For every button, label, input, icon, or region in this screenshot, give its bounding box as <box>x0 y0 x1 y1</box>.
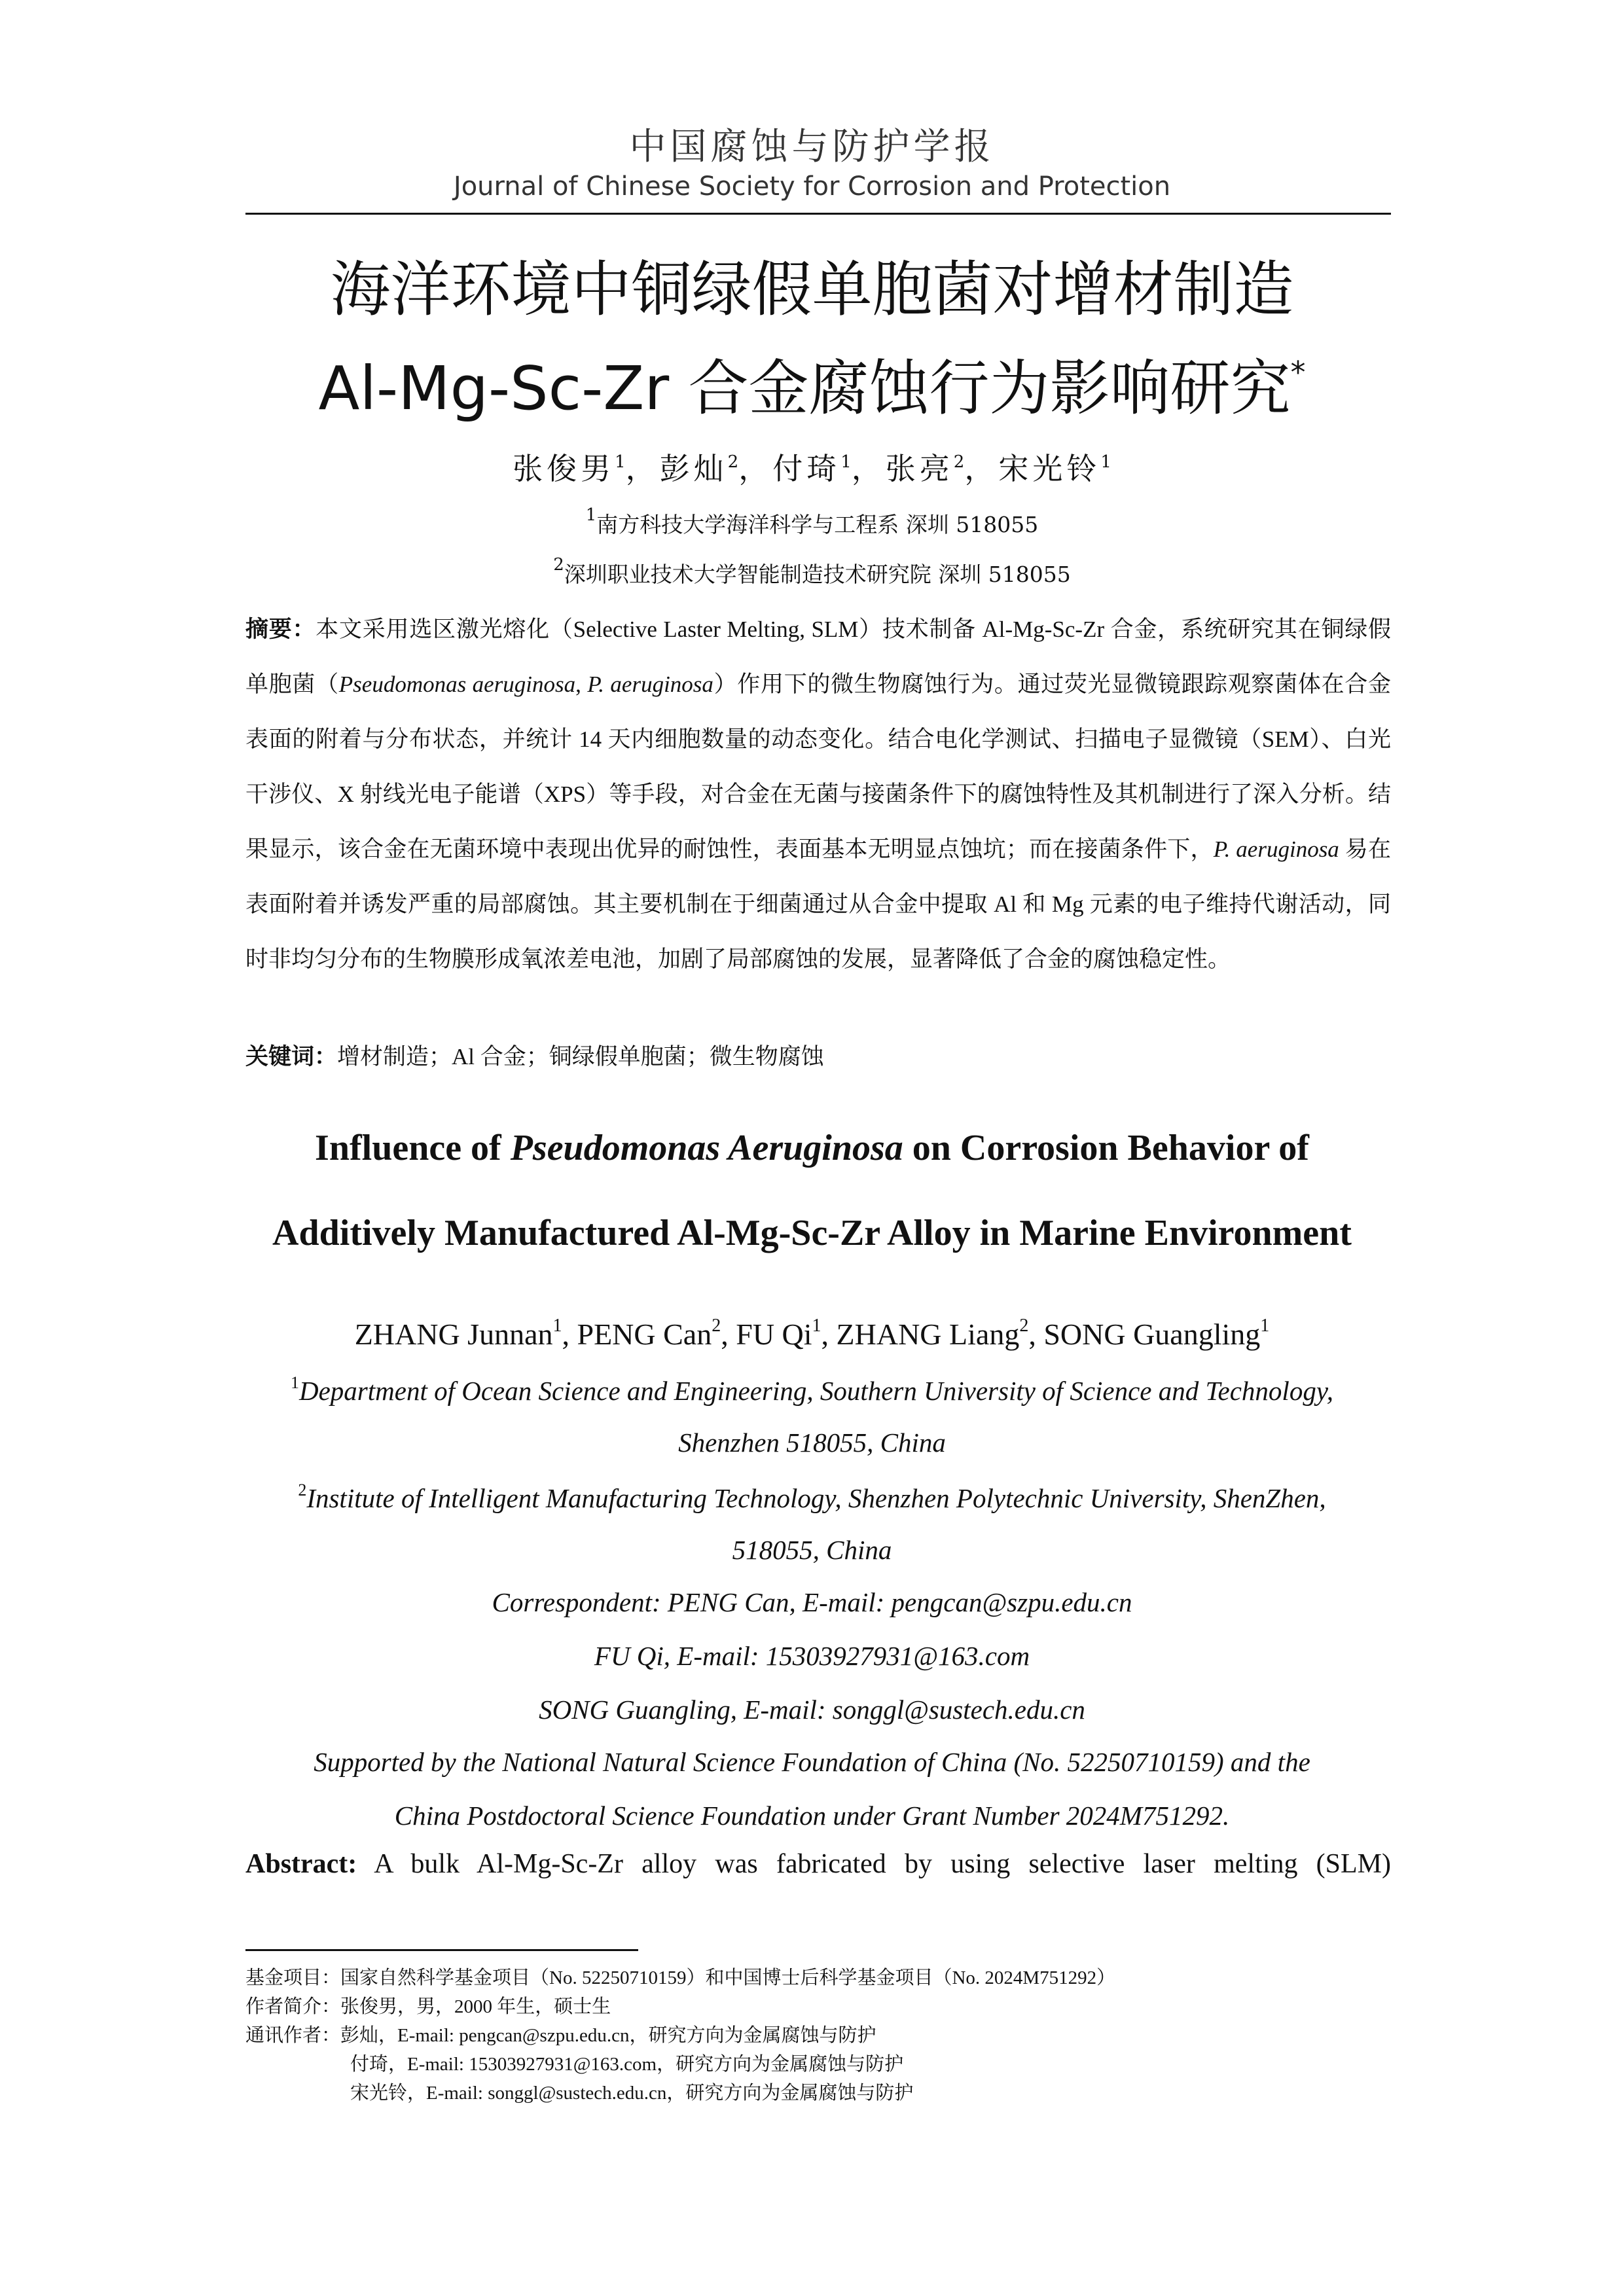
support-line-1: Supported by the National Natural Science Foundation of China (No. 52250710159) and the <box>314 1747 1310 1777</box>
author-cn-aff: 1 <box>1100 452 1111 472</box>
title-footnote-mark: * <box>1290 355 1306 390</box>
abstract-cn-text-1: 本文采用选区激光熔化（Selective Laster Melting, SLM）技术制备 Al-Mg-Sc-Zr 合金，系统研究其在铜绿假单胞菌（ <box>245 617 1391 697</box>
keywords-cn-text: 增材制造；Al 合金；铜绿假单胞菌；微生物腐蚀 <box>337 1044 824 1069</box>
correspondent-1: Correspondent: PENG Can, E-mail: pengcan@szpu.edu.cn <box>492 1587 1132 1617</box>
affiliation-en-text: Institute of Intelligent Manufacturing Technology, Shenzhen Polytechnic University, ShenZhen, <box>306 1483 1326 1513</box>
keywords-cn <box>245 1037 1391 1077</box>
author-cn-aff: 2 <box>727 452 739 472</box>
affiliation-en-1-line2: Shenzhen 518055, China <box>678 1427 946 1458</box>
affiliation-cn-text: 深圳职业技术大学智能制造技术研究院 深圳 518055 <box>564 562 1071 587</box>
author-cn <box>772 451 886 486</box>
footnote-rule <box>245 1949 638 1951</box>
author-en-aff: 2 <box>1019 1316 1029 1336</box>
author-cn-name: 张俊男 <box>513 451 615 486</box>
author-en <box>837 1318 1044 1351</box>
author-cn-sep: ， <box>738 451 773 486</box>
title-en-species: Pseudomonas Aeruginosa <box>510 1128 903 1168</box>
author-en-name: ZHANG Liang <box>836 1318 1020 1351</box>
species-abbr: P. aeruginosa <box>1213 836 1339 862</box>
author-cn-sep: ， <box>964 451 999 486</box>
affiliation-cn-text: 南方科技大学海洋科学与工程系 深圳 518055 <box>596 512 1039 537</box>
title-cn-line1: 海洋环境中铜绿假单胞菌对增材制造 <box>330 255 1294 325</box>
authors-cn <box>0 445 1624 488</box>
abstract-en-text: A bulk Al-Mg-Sc-Zr alloy was fabricated by using selective laser melting (SLM) <box>357 1849 1391 1879</box>
species-name: Pseudomonas aeruginosa <box>338 672 576 697</box>
footnote-corr-2: 付琦，E-mail: 15303927931@163.com，研究方向为金属腐蚀与防护 <box>350 2054 904 2075</box>
author-en <box>577 1318 736 1351</box>
author-cn <box>886 451 999 486</box>
author-en-sep: , <box>721 1318 736 1351</box>
affiliation-cn-num: 2 <box>553 555 564 575</box>
affiliation-en-2-line1 <box>0 1480 1624 1514</box>
affiliation-cn-2 <box>0 555 1624 588</box>
support-line-2: China Postdoctoral Science Foundation under Grant Number 2024M751292. <box>394 1801 1230 1831</box>
correspondent-2: FU Qi, E-mail: 15303927931@163.com <box>594 1641 1030 1671</box>
species-abbr: P. aeruginosa <box>587 672 713 697</box>
author-en-sep: , <box>1028 1318 1044 1351</box>
author-cn-name: 宋光铃 <box>998 451 1101 486</box>
author-en-name: SONG Guangling <box>1043 1318 1261 1351</box>
author-cn <box>660 451 773 486</box>
header-rule <box>245 213 1391 215</box>
abstract-en-label: Abstract: <box>245 1849 357 1879</box>
title-cn-line2-text: Al-Mg-Sc-Zr 合金腐蚀行为影响研究 <box>318 353 1291 423</box>
correspondent-3: SONG Guangling, E-mail: songgl@sustech.edu.cn <box>539 1695 1085 1725</box>
author-cn <box>998 451 1111 486</box>
author-cn-aff: 1 <box>615 452 626 472</box>
author-en <box>355 1318 577 1351</box>
footnote-corr-3: 宋光铃，E-mail: songgl@sustech.edu.cn，研究方向为金属腐蚀与防护 <box>350 2083 914 2104</box>
author-cn-name: 张亮 <box>885 451 954 486</box>
paper-title-en-line2: Additively Manufactured Al-Mg-Sc-Zr Alloy in Marine Environment <box>272 1213 1352 1253</box>
abstract-cn-comma: , <box>575 672 588 697</box>
abstract-cn <box>245 602 1391 987</box>
footnote-fund: 基金项目：国家自然科学基金项目（No. 52250710159）和中国博士后科学基金项目（No. 2024M751292） <box>245 1967 1116 1988</box>
author-cn-sep: ， <box>851 451 886 486</box>
affiliation-en-num: 2 <box>298 1480 307 1499</box>
paper-title-en-line1 <box>0 1127 1624 1169</box>
author-en-aff: 1 <box>1260 1316 1270 1336</box>
author-en <box>1043 1318 1269 1351</box>
footnote-bio: 作者简介：张俊男，男，2000 年生，硕士生 <box>245 1996 611 2017</box>
journal-title-cn: 中国腐蚀与防护学报 <box>629 126 995 168</box>
title-cn-line2 <box>0 331 1624 430</box>
author-en-sep: , <box>562 1318 577 1351</box>
author-en-sep: , <box>821 1318 837 1351</box>
abstract-cn-label: 摘要： <box>245 617 316 642</box>
author-en-name: ZHANG Junnan <box>354 1318 553 1351</box>
paper-title-cn <box>0 249 1624 430</box>
author-en-name: PENG Can <box>577 1318 712 1351</box>
author-en-name: FU Qi <box>736 1318 812 1351</box>
abstract-cn-text-3: 易在表面附着并诱发严重的局部腐蚀。其主要机制在于细菌通过从合金中提取 Al 和 Mg 元素的电子维持代谢活动，同时非均匀分布的生物膜形成氧浓差电池，加剧了局部腐蚀的发展，显著降低了合金的腐蚀稳定性。 <box>245 836 1391 972</box>
abstract-cn-text-2: ）作用下的微生物腐蚀行为。通过荧光显微镜跟踪观察菌体在合金表面的附着与分布状态，并统计 14 天内细胞数量的动态变化。结合电化学测试、扫描电子显微镜（SEM）、白光干涉仪、X 射线光电子能谱（XPS）等手段，对合金在无菌与接菌条件下的腐蚀特性及其机制进行了深入分析。结果显示，该合金在无菌环境中表现出优异的耐蚀性，表面基本无明显点蚀坑；而在接菌条件下， <box>245 672 1391 862</box>
author-cn <box>513 451 660 486</box>
author-cn-aff: 1 <box>840 452 852 472</box>
author-en <box>736 1318 836 1351</box>
author-cn-sep: ， <box>625 451 660 486</box>
affiliation-en-1-line1 <box>0 1373 1624 1407</box>
author-en-aff: 2 <box>712 1316 721 1336</box>
journal-title-en: Journal of Chinese Society for Corrosion and Protection <box>453 171 1171 202</box>
affiliation-cn-num: 1 <box>585 505 597 525</box>
keywords-cn-label: 关键词： <box>245 1044 338 1069</box>
title-en-pre: Influence of <box>315 1128 511 1168</box>
affiliation-cn-1 <box>0 505 1624 539</box>
footnotes <box>245 1964 1391 2108</box>
author-en-aff: 1 <box>812 1316 821 1336</box>
affiliation-en-2-line2: 518055, China <box>732 1535 892 1565</box>
footnote-corr-1: 通讯作者：彭灿，E-mail: pengcan@szpu.edu.cn，研究方向为金属腐蚀与防护 <box>245 2025 876 2046</box>
author-en-aff: 1 <box>552 1316 562 1336</box>
abstract-en <box>245 1846 1391 1882</box>
author-cn-aff: 2 <box>953 452 965 472</box>
author-cn-name: 彭灿 <box>659 451 728 486</box>
title-en-post: on Corrosion Behavior of <box>903 1128 1309 1168</box>
author-cn-name: 付琦 <box>772 451 841 486</box>
affiliation-en-num: 1 <box>290 1373 299 1392</box>
authors-en <box>0 1316 1624 1352</box>
affiliation-en-text: Department of Ocean Science and Engineering, Southern University of Science and Technology, <box>298 1376 1334 1406</box>
